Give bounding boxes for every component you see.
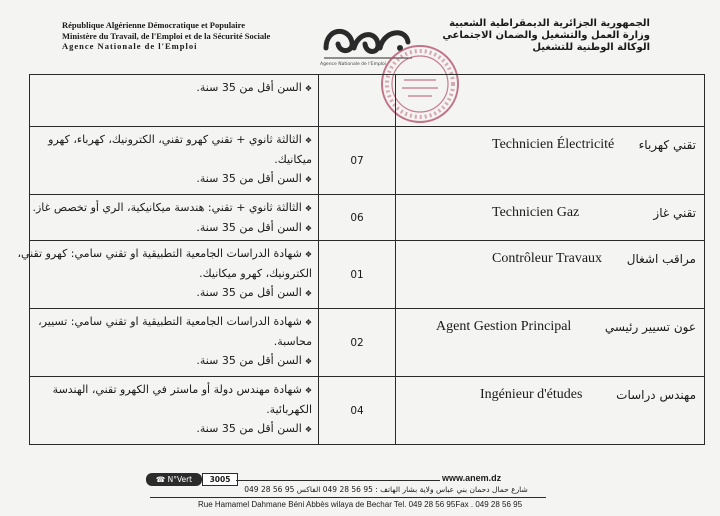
phone-icon: ☎ <box>155 475 166 484</box>
logo-caption: Agence Nationale de l'Emploi <box>320 62 387 67</box>
post-title-fr: Technicien Électricité <box>492 137 615 152</box>
footer-address-arabic: شارع حمال دحمان بني عباس ولاية بشار الهاتف : 95 56 28 049 الفاكس 95 56 28 049 <box>244 485 528 494</box>
bullet-icon: ❖ <box>304 318 312 327</box>
header-arabic <box>442 18 650 54</box>
table-row <box>30 377 705 445</box>
requirement-line: الثالثة ثانوي + تقني كهرو تقني، الكترونيك، كهرباء، كهرو <box>48 133 302 146</box>
header-fr-agency: Agence Nationale de l'Emploi <box>62 41 198 51</box>
header-french <box>62 20 270 52</box>
requirement-line: السن أقل من 35 سنة. <box>196 286 302 299</box>
requirement-line: السن أقل من 35 سنة. <box>196 172 302 185</box>
requirement-line: الكهربائية. <box>266 403 312 416</box>
requirements-cell <box>30 75 319 127</box>
nvert-number: 3005 <box>202 473 238 486</box>
requirement-line: السن أقل من 35 سنة. <box>196 354 302 367</box>
header-ar-republic: الجمهورية الجزائرية الديمقراطية الشعبية <box>449 18 650 29</box>
bullet-icon: ❖ <box>304 224 312 233</box>
table-row <box>30 127 705 195</box>
nvert-label: N°Vert <box>167 475 193 484</box>
positions-count: 02 <box>319 309 396 377</box>
positions-count: 07 <box>319 127 396 195</box>
footer-address-french: Rue Hamamel Dahmane Béni Abbès wilaya de Bechar Tel. 049 28 56 95Fax . 049 28 56 95 <box>197 500 523 509</box>
job-offers-table <box>17 74 705 445</box>
positions-count: 06 <box>319 195 396 241</box>
requirement-line: الكترونيك، كهرو ميكانيك. <box>199 267 312 280</box>
requirement-line: محاسبة. <box>273 335 312 348</box>
post-cell <box>396 195 705 241</box>
bullet-icon: ❖ <box>304 386 312 395</box>
post-cell <box>396 127 705 195</box>
post-title-fr: Technicien Gaz <box>492 205 580 220</box>
table-row <box>30 241 705 309</box>
post-cell <box>396 309 705 377</box>
header-fr-republic: République Algérienne Démocratique et Populaire <box>62 20 246 30</box>
footer-rule <box>236 480 440 481</box>
requirements-cell <box>30 309 319 377</box>
bullet-icon: ❖ <box>304 250 312 259</box>
bullet-icon: ❖ <box>304 425 312 434</box>
post-cell <box>396 241 705 309</box>
header-fr-ministry: Ministère du Travail, de l'Emploi et de la Sécurité Sociale <box>62 30 271 41</box>
bullet-icon: ❖ <box>304 175 312 184</box>
post-title-fr: Agent Gestion Principal <box>436 319 572 334</box>
positions-count <box>319 75 396 127</box>
header-ar-ministry: وزارة العمل والتشغيل والضمان الاجتماعي <box>442 30 650 41</box>
bullet-icon: ❖ <box>304 204 312 213</box>
table-row <box>30 75 705 127</box>
requirements-cell <box>30 195 319 241</box>
positions-count: 01 <box>319 241 396 309</box>
requirement-line: شهادة الدراسات الجامعية التطبيقية او تقني سامي: تسيير، <box>38 315 302 328</box>
bullet-icon: ❖ <box>304 136 312 145</box>
requirements-cell <box>30 127 319 195</box>
header-ar-agency: الوكالة الوطنية للتشغيل <box>532 42 650 53</box>
footer <box>0 468 720 516</box>
website-url: www.anem.dz <box>442 473 502 483</box>
letterhead <box>0 0 720 78</box>
positions-count: 04 <box>319 377 396 445</box>
post-title-ar: مراقب اشغال <box>626 252 696 266</box>
requirement-line: شهادة الدراسات الجامعية التطبيقية او تقني سامي: كهرو تقني، <box>17 247 302 260</box>
requirement-line: السن أقل من 35 سنة. <box>196 221 302 234</box>
bullet-icon: ❖ <box>304 357 312 366</box>
post-title-ar: عون تسيير رئيسي <box>604 320 696 334</box>
footer-divider <box>150 497 546 498</box>
requirements-cell <box>30 377 319 445</box>
post-title-ar: تقني كهرباء <box>638 138 696 152</box>
bullet-icon: ❖ <box>304 84 312 93</box>
table-row <box>30 309 705 377</box>
bullet-icon: ❖ <box>304 289 312 298</box>
post-cell <box>396 75 705 127</box>
post-title-ar: مهندس دراسات <box>616 388 696 402</box>
post-title-fr: Ingénieur d'études <box>480 387 583 402</box>
requirement-line: السن أقل من 35 سنة. <box>196 81 302 94</box>
post-title-fr: Contrôleur Travaux <box>492 251 603 266</box>
requirement-line: السن أقل من 35 سنة. <box>196 422 302 435</box>
requirements-cell <box>17 241 319 309</box>
requirement-line: شهادة مهندس دولة أو ماستر في الكهرو تقني، الهندسة <box>52 383 302 396</box>
requirement-line: الثالثة ثانوي + تقني: هندسة ميكانيكية، الري أو تخصص غاز. <box>32 201 302 214</box>
table-row <box>30 195 705 241</box>
requirement-line: ميكانيك. <box>274 153 312 166</box>
post-title-ar: تقني غاز <box>653 206 696 220</box>
post-cell <box>396 377 705 445</box>
